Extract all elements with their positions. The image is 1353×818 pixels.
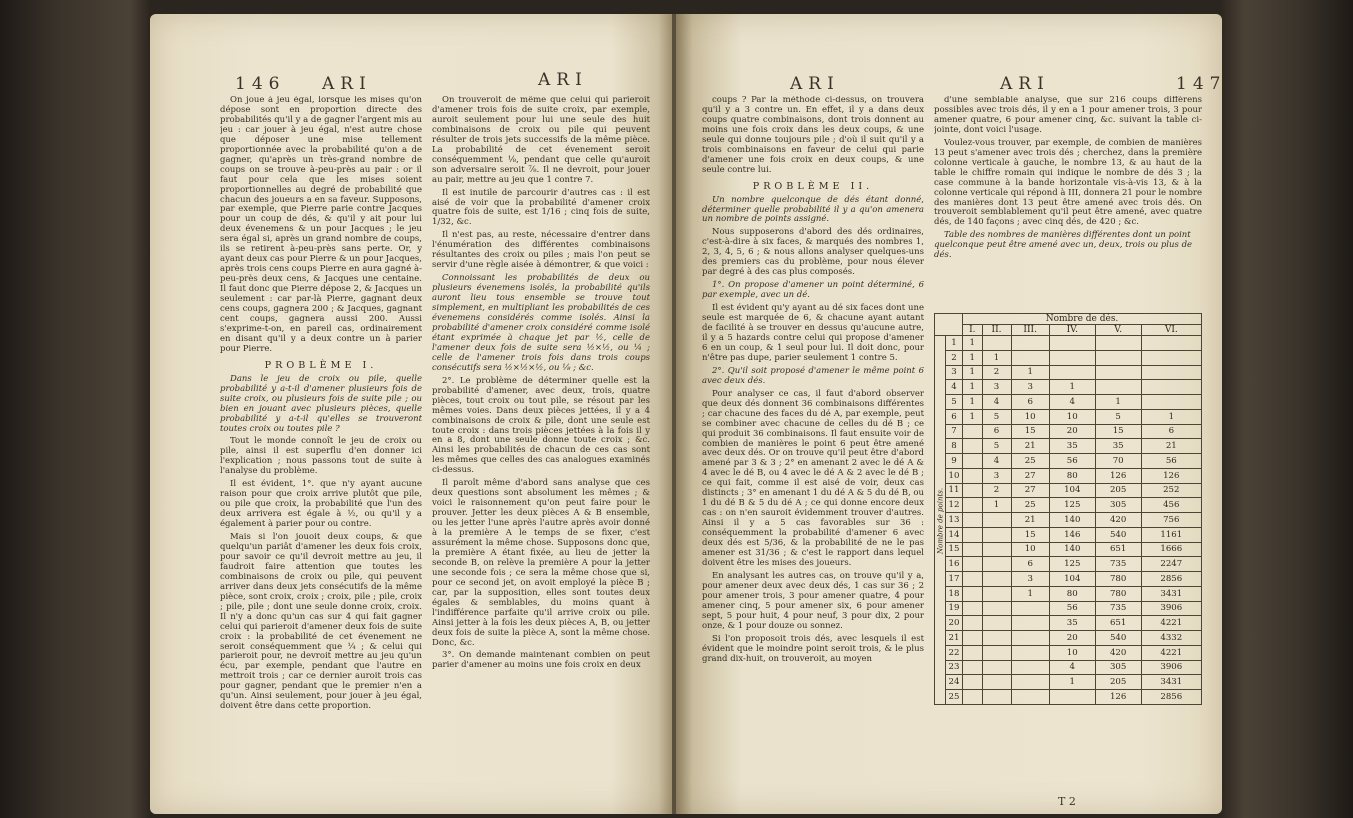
table-cell: 15 — [1095, 424, 1141, 439]
table-cell: 1 — [963, 336, 983, 351]
table-cell: 420 — [1095, 645, 1141, 660]
table-cell — [982, 645, 1011, 660]
table-cell: 3906 — [1141, 601, 1201, 616]
table-row-number: 15 — [946, 542, 963, 557]
table-cell: 21 — [1011, 439, 1049, 454]
table-cell — [1049, 365, 1095, 380]
table-row-number: 21 — [946, 631, 963, 646]
table-cell: 2247 — [1141, 557, 1201, 572]
table-row — [935, 468, 1202, 483]
table-cell: 1 — [963, 395, 983, 410]
table-cell: 3431 — [1141, 675, 1201, 690]
table-cell — [1141, 336, 1201, 351]
table-cell — [982, 513, 1011, 528]
table-cell — [982, 690, 1011, 705]
paragraph: coups ? Par la méthode ci-dessus, on trouvera qu'il y a 3 contre un. En effet, il y a dans deux coups quatre combinaisons, dont trois donnent au moins une fois croix dans les deux coups, & une seule qui donne toujours pile ; d'où il suit qu'il y a trois combinaisons en faveur de celui qui parie d'amener une fois croix en deux coups, & une seule contre lui. — [702, 96, 924, 175]
table-cell: 5 — [1095, 409, 1141, 424]
table-cell: 35 — [1049, 439, 1095, 454]
table-cell — [1011, 336, 1049, 351]
table-cell: 1 — [1049, 675, 1095, 690]
table-cell: 1 — [963, 380, 983, 395]
table-cell: 3 — [1011, 572, 1049, 587]
table-cell: 140 — [1049, 542, 1095, 557]
paragraph: On trouveroit de même que celui qui parieroit d'amener trois fois de suite croix, par exemple, auroit seulement pour lui une seule des huit combinaisons de croix ou pile qui peuvent résulter de trois jets successifs de la même pièce. La probabilité de cet évenement seroit conséquemment ⅛, pendant que celle qu'auroit son adversaire seroit ⅞. Il ne devroit, pour jouer au pair, mettre au jeu que 1 contre 7. — [432, 96, 650, 185]
table-cell: 1 — [1095, 395, 1141, 410]
table-side-label: Nombre de points. — [935, 336, 946, 705]
table-row — [935, 409, 1202, 424]
table-row — [935, 631, 1202, 646]
table-row — [935, 527, 1202, 542]
paragraph: En analysant les autres cas, on trouve qu'il y a, pour amener deux avec deux dés, 1 cas sur 36 ; 2 pour amener trois, 3 pour amener quatre, 4 pour amener cinq, 5 pour amener six, 6 pour amener sept, 5 pour huit, 4 pour neuf, 3 pour dix, 2 pour onze, & 1 pour douze ou sonnez. — [702, 570, 924, 631]
table-column-header: I. — [963, 325, 983, 336]
table-row-number: 8 — [946, 439, 963, 454]
table-column-header: VI. — [1141, 325, 1201, 336]
table-cell: 1 — [1049, 380, 1095, 395]
table-cell — [963, 439, 983, 454]
table-cell — [963, 690, 983, 705]
table-row — [935, 542, 1202, 557]
table-cell: 456 — [1141, 498, 1201, 513]
table-caption: Table des nombres de manières différentes dont un point quelconque peut être amené avec un, deux, trois ou plus de dés. — [934, 230, 1193, 261]
table-cell: 126 — [1141, 468, 1201, 483]
table-cell: 1 — [963, 350, 983, 365]
table-row-number: 10 — [946, 468, 963, 483]
table-row-number: 24 — [946, 675, 963, 690]
table-cell — [982, 660, 1011, 675]
case-statement: 2°. Qu'il soit proposé d'amener le même point 6 avec deux dés. — [702, 365, 924, 386]
table-row-number: 18 — [946, 586, 963, 601]
table-cell: 27 — [1011, 483, 1049, 498]
table-cell: 4221 — [1141, 616, 1201, 631]
table-cell: 56 — [1049, 454, 1095, 469]
table-cell — [1095, 380, 1141, 395]
table-cell — [963, 454, 983, 469]
table-cell — [1049, 690, 1095, 705]
table-cell: 10 — [1049, 409, 1095, 424]
table-cell: 735 — [1095, 601, 1141, 616]
table-cell: 1666 — [1141, 542, 1201, 557]
table-cell — [1011, 660, 1049, 675]
table-cell: 2 — [982, 483, 1011, 498]
paragraph: Nous supposerons d'abord des dés ordinaires, c'est-à-dire à six faces, & marqués des nombres 1, 2, 3, 4, 5, 6 ; & nous allons analyser quelques-uns des premiers cas du problème, pour nous élever par degré à des cas plus composés. — [702, 227, 924, 278]
table-row — [935, 380, 1202, 395]
table-cell: 3 — [982, 468, 1011, 483]
table-cell — [982, 542, 1011, 557]
table-row-number: 12 — [946, 498, 963, 513]
table-cell: 6 — [1011, 395, 1049, 410]
table-cell: 104 — [1049, 483, 1095, 498]
right-column-2 — [934, 96, 1202, 308]
table-cell — [1011, 675, 1049, 690]
table-cell: 146 — [1049, 527, 1095, 542]
table-cell: 21 — [1011, 513, 1049, 528]
paragraph: Tout le monde connoît le jeu de croix ou pile, ainsi il est superflu d'en donner ici l'explication ; nous passons tout de suite à l'analyse du problème. — [220, 436, 422, 477]
table-cell: 21 — [1141, 439, 1201, 454]
table-cell — [982, 572, 1011, 587]
problem-heading: PROBLÈME I. — [264, 359, 378, 371]
left-running-head: ARI — [322, 74, 372, 94]
table-body — [935, 336, 1202, 705]
table-cell — [1141, 365, 1201, 380]
table-row — [935, 350, 1202, 365]
table-cell: 1 — [982, 498, 1011, 513]
table-cell: 651 — [1095, 542, 1141, 557]
table-cell: 27 — [1011, 468, 1049, 483]
table-cell — [982, 601, 1011, 616]
table-row — [935, 365, 1202, 380]
table-cell: 1 — [1011, 586, 1049, 601]
paragraph: 2°. Le problème de déterminer quelle est la probabilité d'amener, avec deux, trois, quatre pièces, tout croix ou tout pile, se résout par les mêmes voies. Dans deux pièces jettées, il y a 4 combinaisons de croix & pile, dont une seule est toute croix : dans trois pièces jettées à la fois il y en a 8, dont une seule donne toute croix ; &c. Ainsi les probabilités de chacun de ces cas sont les mêmes que celles des cas analogues examinés ci-dessus. — [432, 375, 650, 476]
paragraph: On joue à jeu égal, lorsque les mises qu'on dépose sont en proportion directe des probabilités qu'il y a de gagner l'argent mis au jeu : car jouer à jeu égal, n'est autre chose que déposer une mise tellement proportionnée avec la probabilité qu'on a de gagner, qu'après un très-grand nombre de coups on se trouve à-peu-près au pair : or il faut pour cela que les mises soient proportionnelles au degré de probabilité que chacun des joueurs a en sa faveur. Supposons, par exemple, que Pierre parie contre Jacques pour un coup de dés, & qu'il y ait pour lui deux évenemens & un pour Jacques ; le jeu sera égal si, après un grand nombre de coups, ils se retirent à-peu-près sans perte. Or, y ayant deux cas pour Pierre & un pour Jacques, après trois cens coups Pierre en aura gagné à-peu-près deux cens, & Jacques une centaine. Il faut donc que Pierre dépose 2, & Jacques un seulement : car par-là Pierre, gagnant deux cens coups, gagnera 200 ; & Jacques, gagnant cent coups, gagnera aussi 200. Aussi s'exprime-t-on, en pareil cas, ordinairement en disant qu'il y a deux contre un à parier pour Pierre. — [220, 96, 422, 354]
table-row-number: 14 — [946, 527, 963, 542]
table-header-caption: Nombre de dés. — [963, 314, 1202, 325]
table-cell — [963, 513, 983, 528]
table-cell: 10 — [1011, 542, 1049, 557]
table-cell: 305 — [1095, 660, 1141, 675]
table-corner — [935, 314, 963, 336]
table-cell — [982, 631, 1011, 646]
table-row-number: 25 — [946, 690, 963, 705]
table-cell: 205 — [1095, 483, 1141, 498]
table-cell: 3 — [1011, 380, 1049, 395]
table-row — [935, 616, 1202, 631]
table-row — [935, 336, 1202, 351]
table-row — [935, 424, 1202, 439]
table-cell: 780 — [1095, 586, 1141, 601]
table-cell: 125 — [1049, 498, 1095, 513]
table-cell: 70 — [1095, 454, 1141, 469]
table-row-number: 23 — [946, 660, 963, 675]
table-cell — [963, 557, 983, 572]
table-row — [935, 513, 1202, 528]
table-header-row — [935, 314, 1202, 325]
right-running-head-2: ARI — [1000, 74, 1050, 94]
table-cell — [982, 586, 1011, 601]
table-cell: 205 — [1095, 675, 1141, 690]
table-cell — [982, 527, 1011, 542]
table-row-number: 5 — [946, 395, 963, 410]
table-cell — [963, 468, 983, 483]
table-row-number: 13 — [946, 513, 963, 528]
table-cell: 80 — [1049, 468, 1095, 483]
table-cell: 126 — [1095, 468, 1141, 483]
dice-combinations-table — [934, 313, 1202, 705]
table-cell: 540 — [1095, 527, 1141, 542]
table-cell: 104 — [1049, 572, 1095, 587]
table-cell: 10 — [1049, 645, 1095, 660]
table-cell: 35 — [1095, 439, 1141, 454]
table-cell: 420 — [1095, 513, 1141, 528]
paragraph: Il paroît même d'abord sans analyse que ces deux questions sont absolument les mêmes ; & voici le raisonnement qu'on peut faire pour le prouver. Jetter les deux pièces A & B ensemble, ou les jetter l'une après l'autre après avoir donné à la première A le temps de se fixer, c'est assurément la même chose. Supposons donc que, la première A étant fixée, au lieu de jetter la seconde B, on relève la première A pour la jetter une seconde fois ; ce sera la même chose que si, pour ce second jet, on avoit employé la pièce B ; car, par la supposition, elles sont toutes deux égales & semblables, du moins quant à l'indifférence parfaite qu'il arrive croix ou pile. Ainsi jetter à la fois les deux pièces A, B, ou jetter deux fois de suite la pièce A, sont la même chose. Donc, &c. — [432, 478, 650, 648]
paragraph: Il est inutile de parcourir d'autres cas : il est aisé de voir que la probabilité d'amener croix quatre fois de suite, est 1/16 ; cinq fois de suite, 1/32, &c. — [432, 187, 650, 228]
table-cell: 125 — [1049, 557, 1095, 572]
table-row — [935, 454, 1202, 469]
table-cell — [963, 645, 983, 660]
table-row-number: 22 — [946, 645, 963, 660]
paragraph: Si l'on proposoit trois dés, avec lesquels il est évident que le moindre point seroit trois, & le plus grand dix-huit, on trouveroit, au moyen — [702, 633, 924, 664]
table-row — [935, 601, 1202, 616]
table-cell: 2856 — [1141, 690, 1201, 705]
table-cell: 4332 — [1141, 631, 1201, 646]
table-row — [935, 572, 1202, 587]
table-cell: 651 — [1095, 616, 1141, 631]
right-page-number: 147 — [1176, 74, 1227, 94]
table-cell: 1 — [1141, 409, 1201, 424]
paragraph: Il est évident qu'y ayant au dé six faces dont une seule est marquée de 6, & chacune ayant autant de facilité à se trouver en dessus qu'aucune autre, il y a 5 hazards contre celui qui propose d'amener 6 en un coup, & 1 seul pour lui. Il doit donc, pour n'être pas dupe, parier seulement 1 contre 5. — [702, 303, 924, 363]
right-running-head: ARI — [790, 74, 840, 94]
table-cell — [982, 675, 1011, 690]
table-cell: 252 — [1141, 483, 1201, 498]
table-cell — [963, 527, 983, 542]
table-row-number: 6 — [946, 409, 963, 424]
paragraph: Il est évident, 1°. que n'y ayant aucune raison pour que croix arrive plutôt que pile, ou pile que croix, la probabilité que l'un des deux arrivera est égale à ½, ou qu'il y a également à parier pour ou contre. — [220, 479, 422, 530]
table-column-header: IV. — [1049, 325, 1095, 336]
table-cell: 80 — [1049, 586, 1095, 601]
table-column-header: III. — [1011, 325, 1049, 336]
table-row — [935, 439, 1202, 454]
table-row-number: 17 — [946, 572, 963, 587]
table-row-number: 11 — [946, 483, 963, 498]
table-row-number: 7 — [946, 424, 963, 439]
table-cell — [982, 616, 1011, 631]
table-row-number: 2 — [946, 350, 963, 365]
table-cell — [1095, 365, 1141, 380]
table-cell: 15 — [1011, 424, 1049, 439]
table-cell: 1 — [1011, 365, 1049, 380]
paragraph: Voulez-vous trouver, par exemple, de combien de manières 13 peut s'amener avec trois dés ; cherchez, dans la première colonne verticale à gauche, le nombre 13, & au haut de la table le chiffre romain qui indique le nombre de dés 3 ; la case commune à la bande horizontale vis-à-vis 13, & à la colonne verticale qui répond à III, donnera 21 pour le nombre des manières dont 13 peut être amené avec trois dés. On trouveroit semblablement qu'il peut être amené, avec quatre dés, de 140 façons ; avec cinq dés, de 420 ; &c. — [934, 137, 1202, 228]
table-row — [935, 660, 1202, 675]
table-cell — [1141, 350, 1201, 365]
table-cell — [963, 498, 983, 513]
paragraph: 3°. On demande maintenant combien on peut parier d'amener au moins une fois croix en deux — [432, 650, 650, 671]
paragraph: d'une semblable analyse, que sur 216 coups différens possibles avec trois dés, il y en a 1 pour amener trois, 3 pour amener quatre, 6 pour amener cinq, &c. suivant la table ci-jointe, dont voici l'usage. — [934, 96, 1202, 135]
table-cell — [1011, 690, 1049, 705]
table-cell: 4 — [1049, 660, 1095, 675]
table-cell: 4221 — [1141, 645, 1201, 660]
table-cell — [1049, 336, 1095, 351]
table-cell: 780 — [1095, 572, 1141, 587]
table-cell: 140 — [1049, 513, 1095, 528]
table-cell — [1095, 336, 1141, 351]
table-cell: 6 — [1141, 424, 1201, 439]
table-row-number: 3 — [946, 365, 963, 380]
table-cell — [1011, 645, 1049, 660]
table-cell: 1 — [963, 365, 983, 380]
table-cell — [963, 586, 983, 601]
left-column-2 — [432, 96, 650, 801]
table-column-header: V. — [1095, 325, 1141, 336]
table-cell: 540 — [1095, 631, 1141, 646]
table-cell: 56 — [1141, 454, 1201, 469]
table-cell — [963, 631, 983, 646]
table-row-number: 1 — [946, 336, 963, 351]
problem-heading: PROBLÈME II. — [752, 180, 874, 192]
table-cell: 20 — [1049, 631, 1095, 646]
table-cell — [1011, 631, 1049, 646]
table-column-headers — [935, 325, 1202, 336]
table-cell: 3 — [982, 380, 1011, 395]
table-cell: 6 — [982, 424, 1011, 439]
paragraph: Il n'est pas, au reste, nécessaire d'entrer dans l'énumération des différentes combinaisons résultantes des croix ou piles ; mais l'on peut se servir d'une règle aisée à démontrer, & que voici : — [432, 230, 650, 271]
left-column-1 — [220, 96, 422, 801]
paragraph: Mais si l'on jouoit deux coups, & que quelqu'un pariât d'amener les deux fois croix, pour savoir ce qu'il devroit mettre au jeu, il faudroit faire attention que toutes les combinaisons de croix ou pile, qui peuvent arriver dans deux jets consécutifs de la même pièce, sont croix, croix ; croix, pile ; pile, croix ; pile, pile ; dont une seule donne croix, croix. Il n'y a donc qu'un cas sur 4 qui fait gagner celui qui parieroit d'amener deux fois de suite croix : la probabilité de cet évenement ne seroit conséquemment que ¼ ; & celui qui parieroit pour, ne devroit mettre au jeu qu'un écu, par exemple, pendant que l'autre en mettroit trois ; car ce dernier auroit trois cas pour gagner, pendant que le premier n'en a qu'un. Ainsi seulement, pour jouer à jeu égal, doivent être dans cette proportion. — [220, 532, 422, 712]
table-row — [935, 586, 1202, 601]
table-row — [935, 690, 1202, 705]
table-cell: 10 — [1011, 409, 1049, 424]
table-cell — [1011, 601, 1049, 616]
problem-statement: Dans le jeu de croix ou pile, quelle probabilité y a-t-il d'amener plusieurs fois de suite croix, ou plusieurs fois de suite pile ; ou bien en jouant avec plusieurs pièces, quelle probabilité y a-t-il qu'elles se trouveront toutes croix ou toutes pile ? — [220, 373, 422, 434]
table-cell — [982, 557, 1011, 572]
table-cell: 2 — [982, 365, 1011, 380]
table-row-number: 4 — [946, 380, 963, 395]
table-row — [935, 645, 1202, 660]
rule-statement: Connoissant les probabilités de deux ou plusieurs évenemens isolés, la probabilité qu'ils auront lieu tous ensemble se trouve tout simplement, en multipliant les probabilités de ces évenemens considérés comme isolés. Ainsi la probabilité d'amener croix considéré comme isolé étant exprimée à chaque jet par ½, celle de l'amener deux fois de suite sera ½×½, ou ¼ ; celle de l'amener trois fois dans trois coups consécutifs sera ½×½×½, ou ⅛ ; &c. — [432, 273, 650, 373]
table-cell — [963, 660, 983, 675]
table-row-number: 16 — [946, 557, 963, 572]
table-row-number: 9 — [946, 454, 963, 469]
table-cell: 1161 — [1141, 527, 1201, 542]
table-cell: 2856 — [1141, 572, 1201, 587]
table-row — [935, 395, 1202, 410]
left-running-head-2: ARI — [538, 70, 588, 90]
case-statement: 1°. On propose d'amener un point déterminé, 6 par exemple, avec un dé. — [702, 280, 924, 301]
table-cell — [963, 542, 983, 557]
table-cell: 3906 — [1141, 660, 1201, 675]
table-cell — [1011, 616, 1049, 631]
table-cell: 6 — [1011, 557, 1049, 572]
table-cell — [982, 336, 1011, 351]
table-row — [935, 483, 1202, 498]
table-cell: 5 — [982, 439, 1011, 454]
table-row-number: 20 — [946, 616, 963, 631]
paragraph: Pour analyser ce cas, il faut d'abord observer que deux dés donnent 36 combinaisons différentes ; car chacune des faces du dé A, par exemple, peut se combiner avec chacune de celles du dé B ; ce qui produit 36 combinaisons. Il faut ensuite voir de combien de manières le point 6 peut être amené avec deux dés. Or on trouve qu'il peut être d'abord amené par 3 & 3 ; 2° en amenant 2 avec le dé A & 4 avec le dé B, ou 4 avec le dé A & 2 avec le dé B ; ce qui fait, comme il est aisé de voir, deux cas distincts ; 3° en amenant 1 du dé A & 5 du dé B, ou 1 du dé B & 5 du dé A ; ce qui donne encore deux cas : on n'en sauroit évidemment trouver d'autres. Ainsi il y a 5 cas favorables sur 36 : conséquemment la probabilité d'amener 6 avec deux dés est 5/36, & la probabilité de ne le pas amener est 31/36 ; & c'est le rapport dans lequel doivent être les mises des joueurs. — [702, 388, 924, 568]
table-cell — [1141, 395, 1201, 410]
table-cell: 25 — [1011, 454, 1049, 469]
table-column-header: II. — [982, 325, 1011, 336]
right-column-1 — [702, 96, 924, 801]
table-cell: 35 — [1049, 616, 1095, 631]
table-cell — [1095, 350, 1141, 365]
table-cell — [963, 424, 983, 439]
table-cell: 1 — [963, 409, 983, 424]
table-cell: 4 — [982, 454, 1011, 469]
table-cell — [1049, 350, 1095, 365]
table-cell: 25 — [1011, 498, 1049, 513]
table-row-number: 19 — [946, 601, 963, 616]
table-cell: 756 — [1141, 513, 1201, 528]
table-cell — [963, 675, 983, 690]
table-cell — [963, 572, 983, 587]
table-cell — [963, 616, 983, 631]
table-cell: 20 — [1049, 424, 1095, 439]
table-cell: 56 — [1049, 601, 1095, 616]
signature-mark: T 2 — [1058, 795, 1076, 808]
table-row — [935, 498, 1202, 513]
table-cell: 3431 — [1141, 586, 1201, 601]
table-cell: 1 — [982, 350, 1011, 365]
table-cell: 5 — [982, 409, 1011, 424]
table-cell — [963, 483, 983, 498]
table-cell — [963, 601, 983, 616]
table-row — [935, 557, 1202, 572]
problem-statement: Un nombre quelconque de dés étant donné, déterminer quelle probabilité il y a qu'on amenera un nombre de points assigné. — [702, 194, 924, 225]
table-cell: 15 — [1011, 527, 1049, 542]
table-cell: 4 — [1049, 395, 1095, 410]
table-cell: 735 — [1095, 557, 1141, 572]
table-cell: 126 — [1095, 690, 1141, 705]
table-cell — [1011, 350, 1049, 365]
left-page-number: 146 — [235, 74, 286, 94]
table-cell: 305 — [1095, 498, 1141, 513]
table-cell — [1141, 380, 1201, 395]
table-row — [935, 675, 1202, 690]
table-cell: 4 — [982, 395, 1011, 410]
